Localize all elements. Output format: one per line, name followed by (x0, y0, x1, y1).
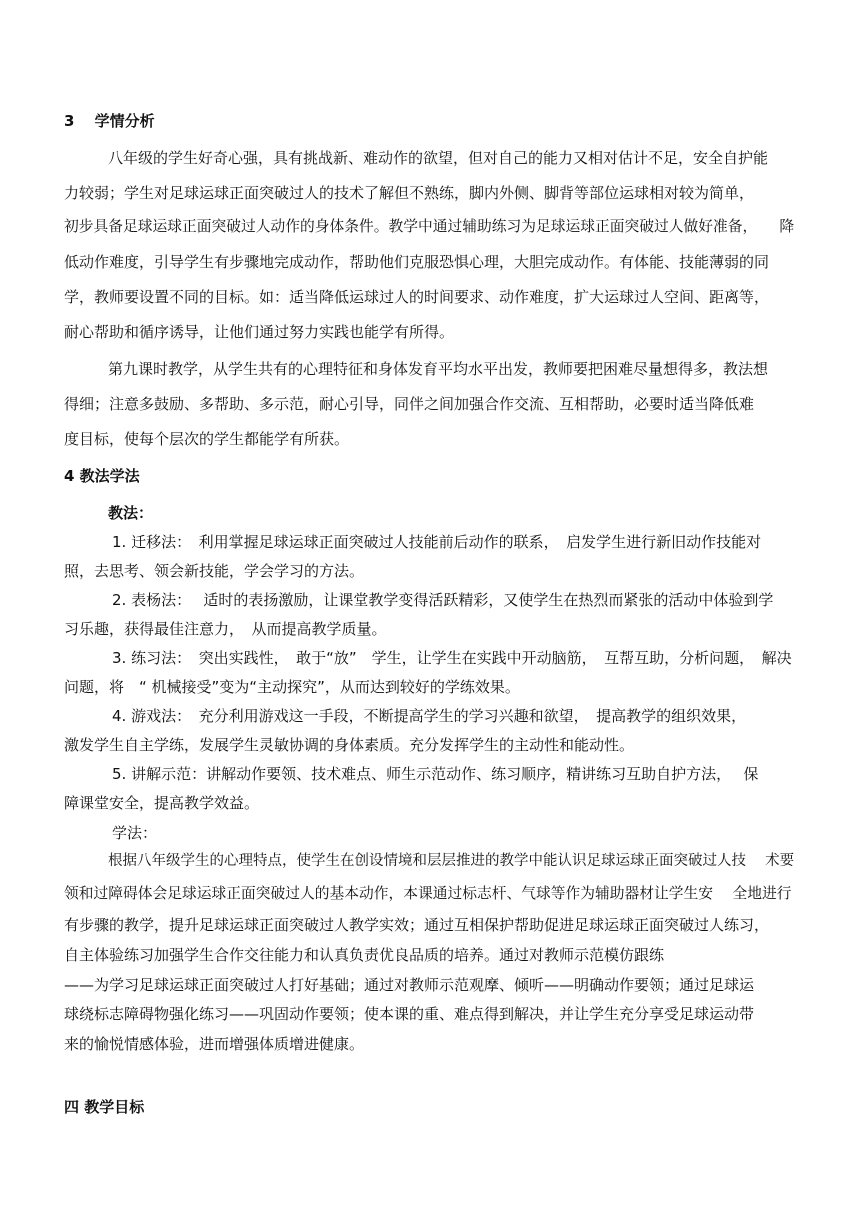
paragraph-line: 来的愉悦情感体验，进而增强体质增进健康。 (64, 1035, 365, 1053)
paragraph-line: 根据八年级学生的心理特点，使学生在创设情境和层层推进的教学中能认识足球运球正面突破过人技 术要 (108, 853, 795, 869)
method-item-line: 障课堂安全，提高教学效益。 (64, 794, 260, 812)
method-item-line: 5. 讲解示范：讲解动作要领、技术难点、师生示范动作、练习顺序，精讲练习互助自护方法， 保 (112, 765, 759, 783)
method-item-line: 3. 练习法： 突出实践性， 敢于“放” 学生，让学生在实践中开动脑筋， 互帮互助，分析问题， 解决 (112, 649, 792, 667)
method-item-line: 习乐趣，获得最佳注意力， 从而提高教学质量。 (64, 620, 387, 638)
paragraph-line: 耐心帮助和循序诱导，让他们通过努力实践也能学有所得。 (64, 323, 455, 341)
method-item-line: 问题，将 “ 机械接受”变为“主动探究”，从而达到较好的学练效果。 (64, 678, 520, 696)
paragraph-line: 低动作难度，引导学生有步骤地完成动作，帮助他们克服恐惧心理，大胆完成动作。有体能、技能薄弱的同 (64, 253, 770, 271)
paragraph-line: 第九课时教学，从学生共有的心理特征和身体发育平均水平出发，教师要把困难尽量想得多，教法想 (108, 360, 769, 378)
method-item-line: 1. 迁移法： 利用掌握足球运球正面突破过人技能前后动作的联系， 启发学生进行新旧动作技能对 (112, 533, 762, 551)
paragraph-line: 学，教师要设置不同的目标。如：适当降低运球过人的时间要求、动作难度，扩大运球过人空间、距离等， (64, 288, 770, 306)
paragraph-line: 球绕标志障碍物强化练习——巩固动作要领；使本课的重、难点得到解决，并让学生充分享受足球运动带 (64, 1005, 755, 1023)
method-item-line: 4. 游戏法： 充分利用游戏这一手段，不断提高学生的学习兴趣和欲望， 提高教学的组织效果， (112, 707, 747, 725)
paragraph-line: 领和过障碍体会足球运球正面突破过人的基本动作，本课通过标志杆、气球等作为辅助器材让学生安 全地进行 (64, 885, 792, 902)
section-3-heading: 3 学情分析 (64, 112, 155, 130)
method-item-line: 2. 表杨法： 适时的表扬激励，让课堂教学变得活跃精彩，又使学生在热烈而紧张的活动中体验到学 (112, 591, 774, 609)
teaching-methods-label: 教法： (108, 504, 154, 522)
section-four-heading: 四 教学目标 (64, 1098, 145, 1116)
paragraph-line: 力较弱；学生对足球运球正面突破过人的技术了解但不熟练，脚内外侧、脚背等部位运球相对较为简单， (64, 184, 755, 202)
paragraph-line: 有步骤的教学，提升足球运球正面突破过人教学实效；通过互相保护帮助促进足球运球正面突破过人练习， (64, 916, 770, 934)
paragraph-line: 得细；注意多鼓励、多帮助、多示范，耐心引导，同伴之间加强合作交流、互相帮助，必要时适当降低难 (64, 395, 755, 413)
paragraph-line: 八年级的学生好奇心强，具有挑战新、难动作的欲望，但对自己的能力又相对估计不足，安全自护能 (108, 149, 769, 167)
method-item-line: 照，去思考、领会新技能，学会学习的方法。 (64, 562, 365, 580)
paragraph-line: 自主体验练习加强学生合作交往能力和认真负责优良品质的培养。通过对教师示范模仿跟练 (64, 946, 665, 964)
paragraph-line: ——为学习足球运球正面突破过人打好基础；通过对教师示范观摩、倾听——明确动作要领；通过足球运 (64, 976, 755, 994)
method-item-line: 激发学生自主学练，发展学生灵敏协调的身体素质。充分发挥学生的主动性和能动性。 (64, 736, 635, 754)
paragraph-line: 度目标，使每个层次的学生都能学有所获。 (64, 430, 350, 448)
paragraph-line: 初步具备足球运球正面突破过人动作的身体条件。教学中通过辅助练习为足球运球正面突破过人做好准备， 降 (64, 218, 795, 235)
section-4-heading: 4 教法学法 (64, 467, 140, 485)
learning-methods-label: 学法： (112, 824, 158, 842)
